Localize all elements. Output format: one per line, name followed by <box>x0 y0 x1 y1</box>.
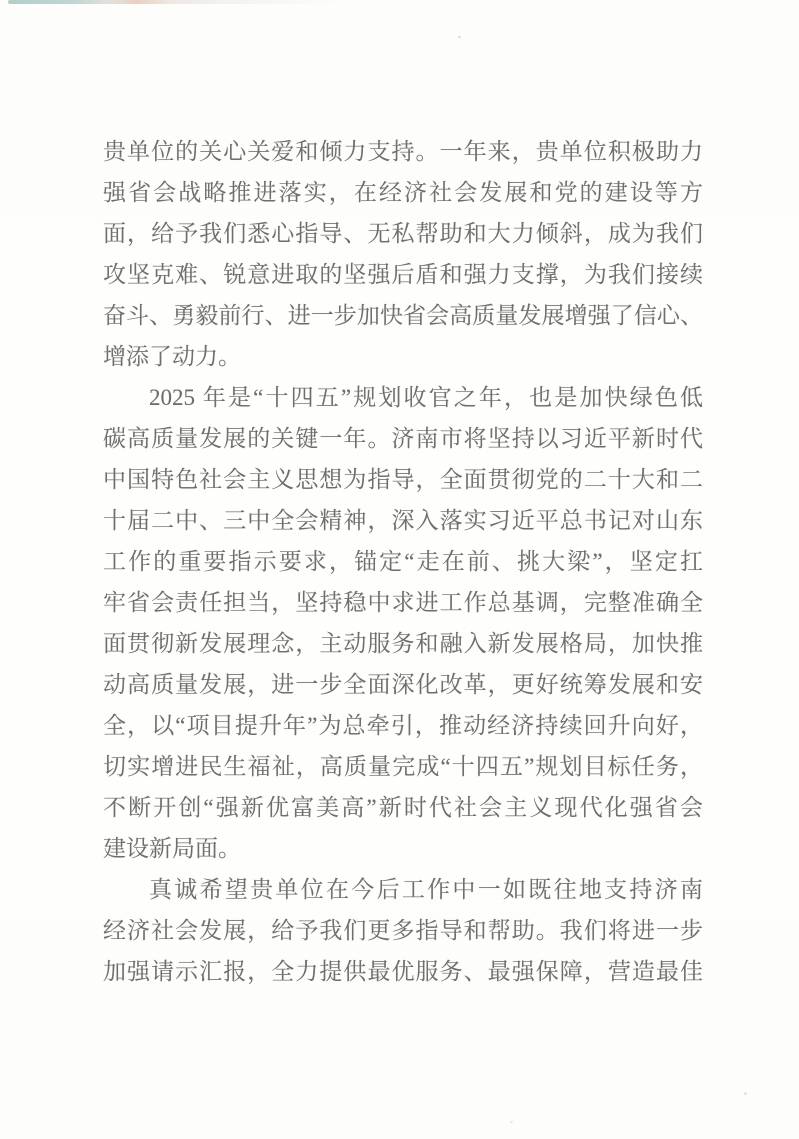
text-line: 不断开创“强新优富美高”新时代社会主义现代化强省会 <box>103 795 703 820</box>
text-line: 2025 年是“十四五”规划收官之年，也是加快绿色低 <box>149 385 703 410</box>
text-line: 面贯彻新发展理念，主动服务和融入新发展格局，加快推 <box>103 631 703 656</box>
text-line: 强省会战略推进落实，在经济社会发展和党的建设等方 <box>103 180 703 205</box>
text-line: 奋斗、勇毅前行、进一步加快省会高质量发展增强了信心、 <box>103 303 703 328</box>
text-line: 经济社会发展，给予我们更多指导和帮助。我们将进一步 <box>103 918 703 943</box>
text-line: 面，给予我们悉心指导、无私帮助和大力倾斜，成为我们 <box>103 221 703 246</box>
text-line: 攻坚克难、锐意进取的坚强后盾和强力支撑，为我们接续 <box>103 262 703 287</box>
scan-speck <box>458 36 461 38</box>
text-line: 工作的重要指示要求，锚定“走在前、挑大梁”，坚定扛 <box>103 549 703 574</box>
scanner-artifact-strip <box>8 0 348 4</box>
text-line: 碳高质量发展的关键一年。济南市将坚持以习近平新时代 <box>103 426 703 451</box>
text-line: 动高质量发展，进一步全面深化改革，更好统筹发展和安 <box>103 672 703 697</box>
scan-speck <box>510 1121 513 1123</box>
text-line: 建设新局面。 <box>103 836 241 861</box>
text-line: 增添了动力。 <box>103 344 241 369</box>
text-line: 十届二中、三中全会精神，深入落实习近平总书记对山东 <box>103 508 703 533</box>
letter-body <box>103 131 703 992</box>
text-line: 全，以“项目提升年”为总牵引，推动经济持续回升向好， <box>103 713 703 738</box>
text-line: 切实增进民生福祉，高质量完成“十四五”规划目标任务， <box>103 754 703 779</box>
text-line: 牢省会责任担当，坚持稳中求进工作总基调，完整准确全 <box>103 590 703 615</box>
text-line: 贵单位的关心关爱和倾力支持。一年来，贵单位积极助力 <box>103 139 703 164</box>
scan-speck <box>744 1092 747 1095</box>
text-line: 加强请示汇报，全力提供最优服务、最强保障，营造最佳 <box>103 959 703 984</box>
text-line: 真诚希望贵单位在今后工作中一如既往地支持济南 <box>149 877 703 902</box>
text-line: 中国特色社会主义思想为指导，全面贯彻党的二十大和二 <box>103 467 703 492</box>
